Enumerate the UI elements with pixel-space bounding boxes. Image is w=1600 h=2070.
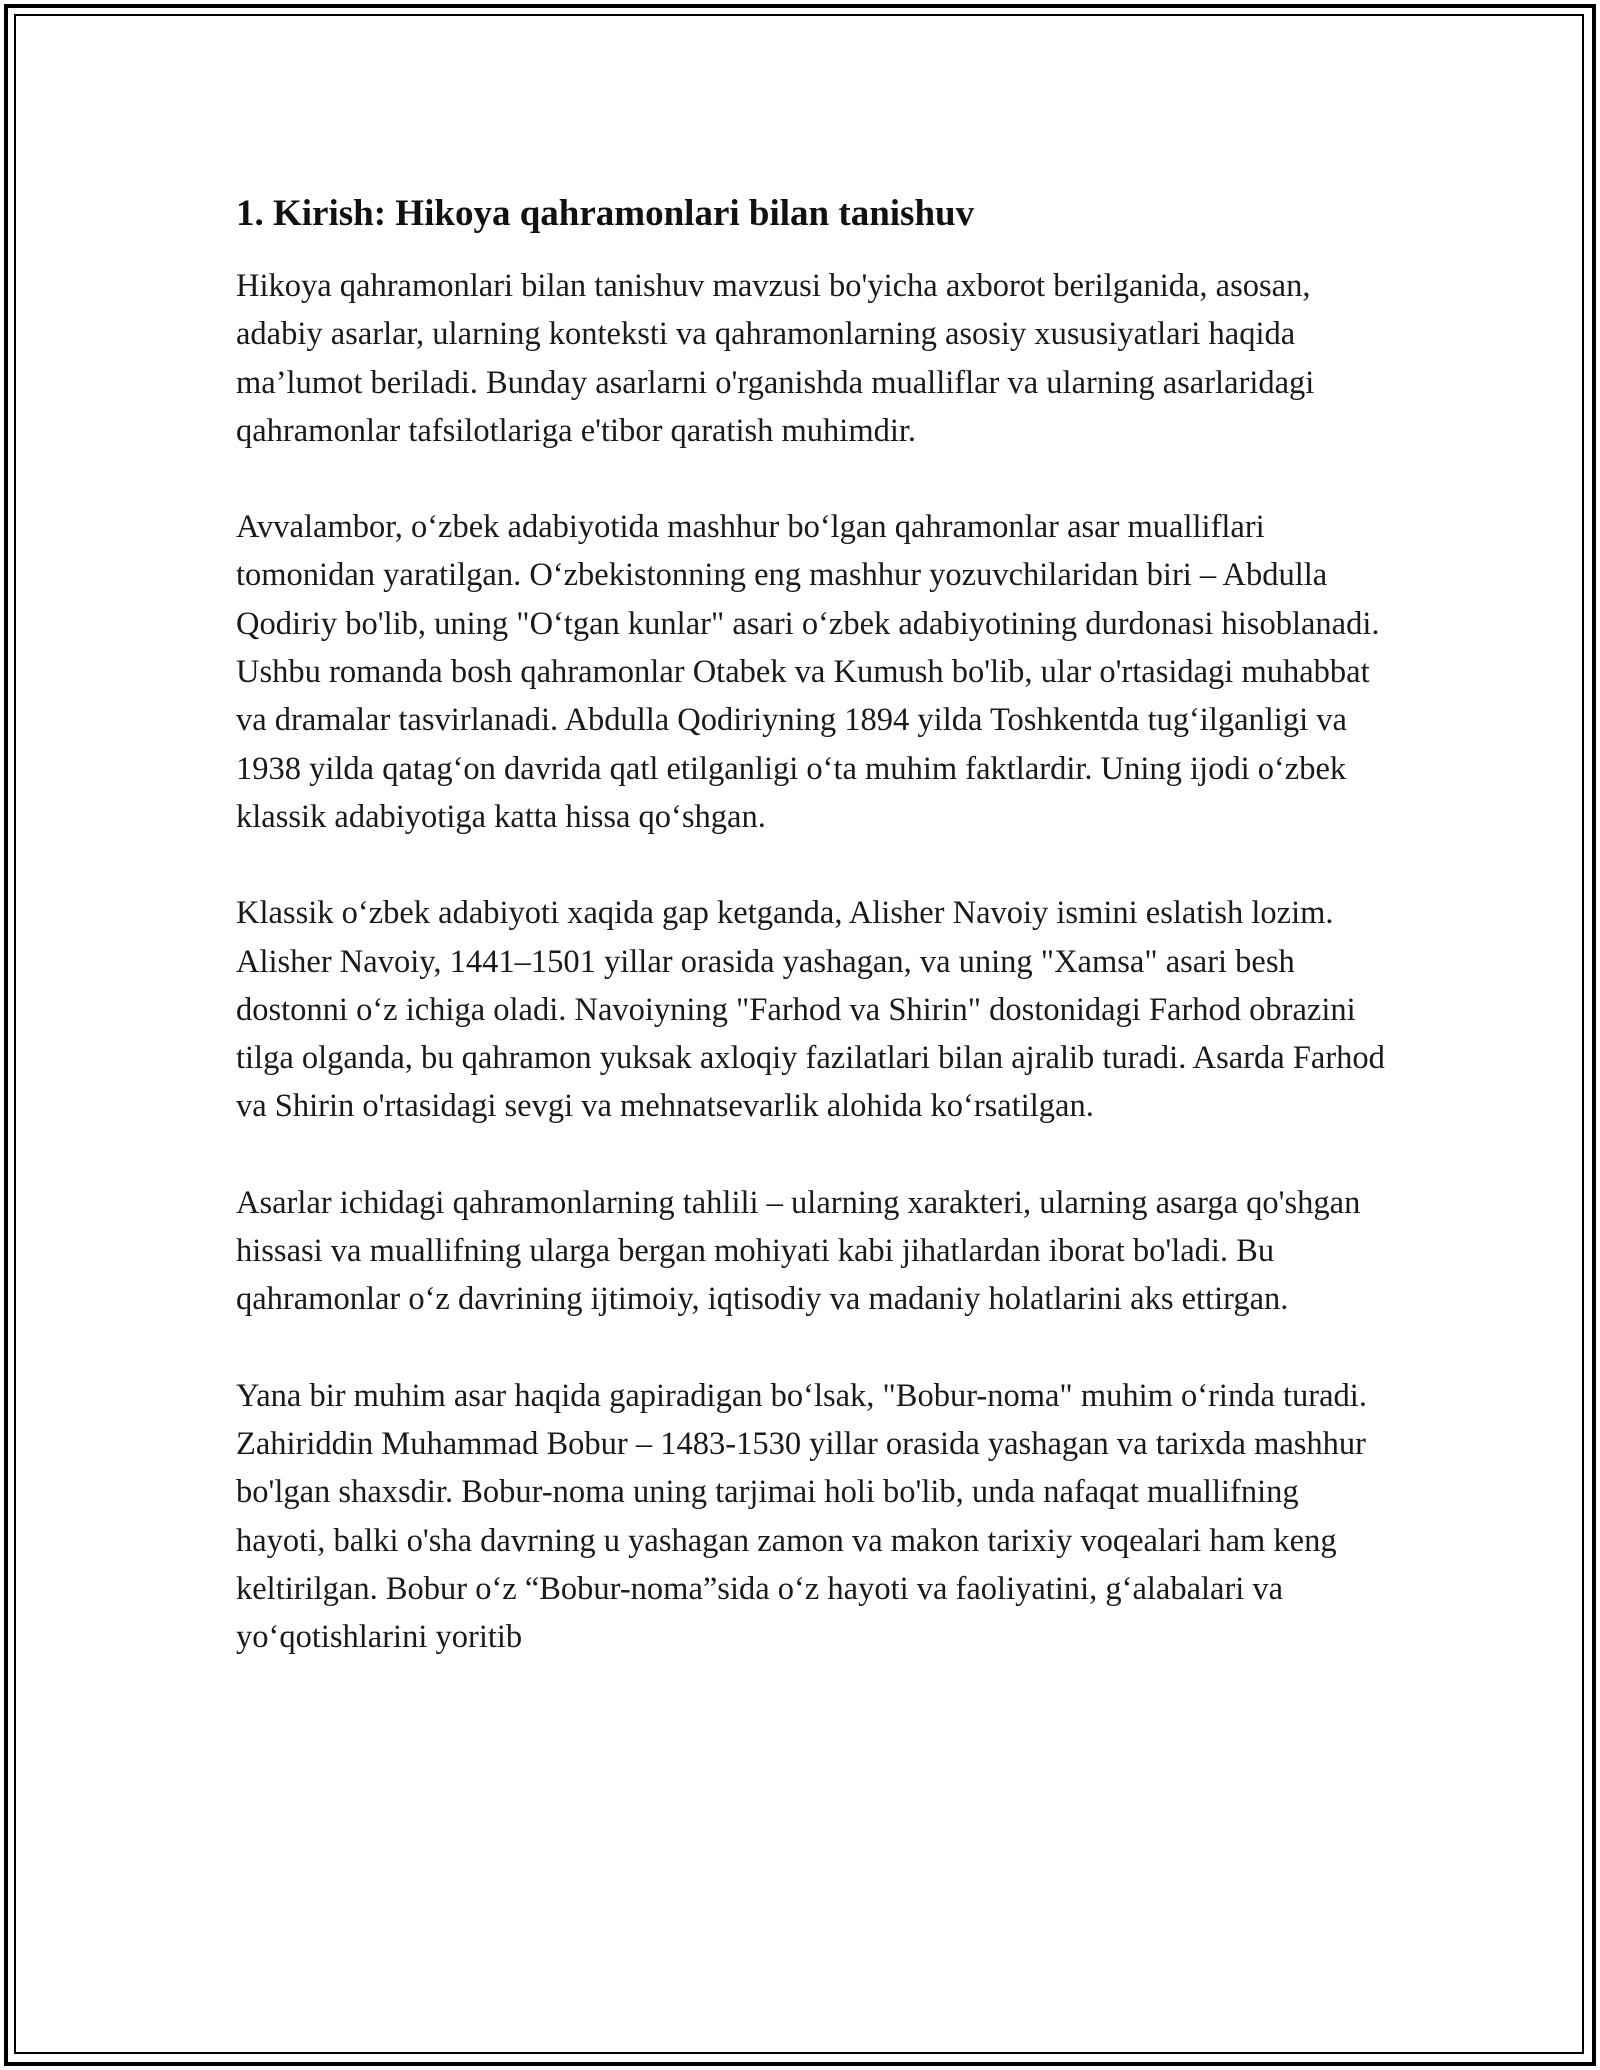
paragraph-qodiriy: Avvalambor, o‘zbek adabiyotida mashhur bo‘lgan qahramonlar asar mualliflari tomonidan yaratilgan. O‘zbekistonning eng mashhur yozuvchilaridan biri – Abdulla Qodiriy bo'lib, uning "O‘tgan kunlar" asari o‘zbek adabiyotining durdonasi hisoblanadi. Ushbu romanda bosh qahramonlar Otabek va Kumush bo'lib, ular o'rtasidagi muhabbat va dramalar tasvirlanadi. Abdulla Qodiriyning 1894 yilda Toshkentda tug‘ilganligi va 1938 yilda qatag‘on davrida qatl etilganligi o‘ta muhim faktlardir. Uning ijodi o‘zbek klassik adabiyotiga katta hissa qo‘shgan.: [236, 509, 1380, 835]
document-body: [236, 186, 1386, 1661]
paragraph-character-analysis: Asarlar ichidagi qahramonlarning tahlili – ularning xarakteri, ularning asarga qo'shgan hissasi va muallifning ularga bergan mohiyati kabi jihatlardan iborat bo'ladi. Bu qahramonlar o‘z davrining ijtimoiy, iqtisodiy va madaniy holatlarini aks ettirgan.: [236, 1184, 1361, 1318]
paragraph-boburnoma: Yana bir muhim asar haqida gapiradigan bo‘lsak, "Bobur-noma" muhim o‘rinda turadi. Zahiriddin Muhammad Bobur – 1483-1530 yillar orasida yashagan va tarixda mashhur bo'lgan shaxsdir. Bobur-noma uning tarjimai holi bo'lib, unda nafaqat muallifning hayoti, balki o'sha davrning u yashagan zamon va makon tarixiy voqealari ham keng keltirilgan. Bobur o‘z “Bobur-noma”sida o‘z hayoti va faoliyatini, g‘alabalari va yo‘qotishlarini yoritib: [236, 1377, 1367, 1656]
paragraph-navoiy: Klassik o‘zbek adabiyoti xaqida gap ketganda, Alisher Navoiy ismini eslatish lozim. Alisher Navoiy, 1441–1501 yillar orasida yashagan, va uning "Xamsa" asari besh dostonni o‘z ichiga oladi. Navoiyning "Farhod va Shirin" dostonidagi Farhod obrazini tilga olganda, bu qahramon yuksak axloqiy fazilatlari bilan ajralib turadi. Asarda Farhod va Shirin o'rtasidagi sevgi va mehnatsevarlik alohida ko‘rsatilgan.: [236, 895, 1385, 1125]
section-heading: 1. Kirish: Hikoya qahramonlari bilan tanishuv: [236, 193, 975, 234]
paragraph-introduction: Hikoya qahramonlari bilan tanishuv mavzusi bo'yicha axborot berilganida, asosan, adabiy asarlar, ularning konteksti va qahramonlarning asosiy xususiyatlari haqida ma’lumot beriladi. Bunday asarlarni o'rganishda mualliflar va ularning asarlaridagi qahramonlar tafsilotlariga e'tibor qaratish muhimdir.: [236, 268, 1315, 449]
